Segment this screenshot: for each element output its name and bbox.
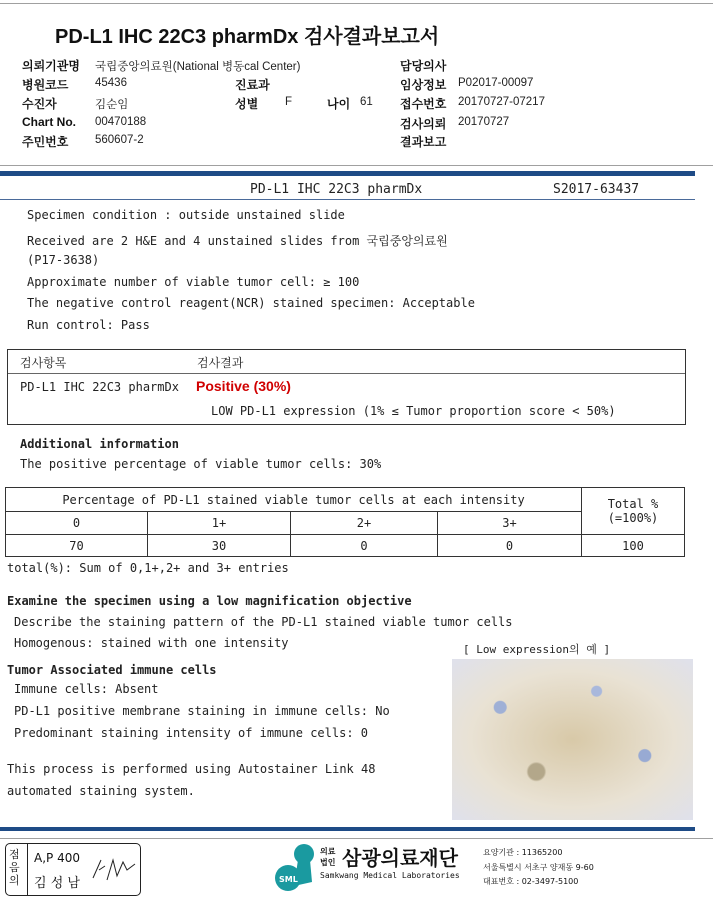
sex-value: F — [285, 96, 293, 108]
age-value: 61 — [360, 96, 373, 108]
examine-line: Describe the staining pattern of the PD-L1 stained viable tumor cells — [14, 615, 513, 629]
image-caption: [ Low expression의 예 ] — [463, 643, 611, 656]
svg-text:SML: SML — [279, 875, 298, 884]
examine-line: Homogenous: stained with one intensity — [14, 636, 289, 650]
value-cell: 30 — [148, 535, 291, 557]
subheader-underline — [0, 199, 695, 200]
report-label: 결과보고 — [400, 135, 447, 149]
value-cell: 0 — [291, 535, 438, 557]
value-cell: 0 — [438, 535, 582, 557]
total-header — [582, 488, 685, 535]
institution-value: 국립중앙의료원(National 병동cal Center) — [95, 61, 301, 73]
specimen-line: Received are 2 H&E and 4 unstained slides from 국립중앙의료원 — [27, 234, 448, 248]
id-label: 주민번호 — [22, 135, 69, 149]
total-header-sub: (=100%) — [607, 511, 659, 525]
sex-label: 성별 — [235, 97, 259, 111]
divider-bar — [0, 171, 695, 176]
signature-icon — [91, 856, 136, 884]
age-label: 나이 — [327, 97, 351, 111]
clinical-value: P02017-00097 — [458, 77, 534, 89]
additional-heading: Additional information — [20, 437, 179, 451]
intensity-header: Percentage of PD-L1 stained viable tumor cells at each intensity — [6, 488, 582, 512]
result-box — [7, 349, 686, 425]
id-value: 560607-2 — [95, 134, 144, 146]
doctor-label: 담당의사 — [400, 59, 447, 73]
specimen-line: The negative control reagent(NCR) stained specimen: Acceptable — [27, 296, 475, 310]
logo-prefix-top: 의료 — [320, 847, 336, 856]
level-cell: 1+ — [148, 512, 291, 535]
divider-bar-bottom — [0, 827, 695, 831]
table-footnote: total(%): Sum of 0,1+,2+ and 3+ entries — [7, 561, 289, 575]
report-title: PD-L1 IHC 22C3 pharmDx 검사결과보고서 — [55, 26, 440, 48]
histology-image — [452, 659, 693, 820]
patient-label: 수진자 — [22, 97, 57, 111]
specimen-line: Approximate number of viable tumor cell: ≥ 100 — [27, 275, 360, 289]
company-address: 서울특별시 서초구 양재동 9-60 — [483, 863, 594, 872]
result-value: Positive (30%) — [196, 378, 291, 394]
result-col-item: 검사항목 — [20, 356, 67, 370]
chart-label: Chart No. — [22, 115, 76, 129]
immune-line: PD-L1 positive membrane staining in immune cells: No — [14, 704, 390, 718]
logo-english: Samkwang Medical Laboratories — [320, 871, 460, 880]
level-cell: 2+ — [291, 512, 438, 535]
receipt-label: 접수번호 — [400, 97, 447, 111]
specimen-number: S2017-63437 — [553, 182, 640, 197]
receipt-value: 20170727-07217 — [458, 96, 545, 108]
logo-name: 삼광의료재단 — [342, 846, 458, 870]
total-header-label: Total % — [607, 497, 659, 511]
clinical-label: 임상정보 — [400, 78, 447, 92]
chart-value: 00470188 — [95, 116, 147, 128]
total-cell: 100 — [582, 535, 685, 557]
level-cell: 3+ — [438, 512, 582, 535]
result-col-value: 검사결과 — [197, 356, 244, 370]
intensity-table — [5, 487, 685, 557]
level-cell: 0 — [6, 512, 148, 535]
request-label: 검사의뢰 — [400, 117, 447, 131]
immune-heading: Tumor Associated immune cells — [7, 663, 217, 677]
request-value: 20170727 — [458, 116, 510, 128]
doctor-name: 김 성 남 — [34, 876, 80, 891]
hospital-code-value: 45436 — [95, 77, 127, 89]
process-line: automated staining system. — [7, 784, 195, 798]
additional-text: The positive percentage of viable tumor cells: 30% — [20, 457, 382, 471]
signature-stamp — [5, 843, 141, 896]
immune-line: Immune cells: Absent — [14, 682, 159, 696]
result-item: PD-L1 IHC 22C3 pharmDx — [20, 380, 179, 394]
hospital-code-label: 병원코드 — [22, 78, 69, 92]
specimen-line: Run control: Pass — [27, 318, 150, 332]
stamp-label: 점음의 — [9, 848, 20, 887]
subheader-test: PD-L1 IHC 22C3 pharmDx — [250, 182, 423, 197]
dept-label: 진료과 — [235, 78, 270, 92]
sml-logo-icon — [272, 842, 322, 892]
result-note: LOW PD-L1 expression (1% ≤ Tumor proportion score < 50%) — [211, 404, 616, 418]
process-line: This process is performed using Autostainer Link 48 — [7, 762, 376, 776]
patient-value: 김순임 — [95, 99, 129, 111]
value-cell: 70 — [6, 535, 148, 557]
specimen-line: (P17-3638) — [27, 253, 100, 267]
company-phone: 대표번호 : 02-3497-5100 — [483, 877, 579, 886]
immune-line: Predominant staining intensity of immune cells: 0 — [14, 726, 369, 740]
examine-heading: Examine the specimen using a low magnification objective — [7, 594, 412, 608]
ap-number: A,P 400 — [34, 851, 80, 865]
logo-prefix-bottom: 법인 — [320, 858, 336, 867]
institution-label: 의뢰기관명 — [22, 59, 80, 73]
institution-code: 요양기관 : 11365200 — [483, 848, 563, 857]
specimen-line: Specimen condition : outside unstained slide — [27, 208, 345, 222]
